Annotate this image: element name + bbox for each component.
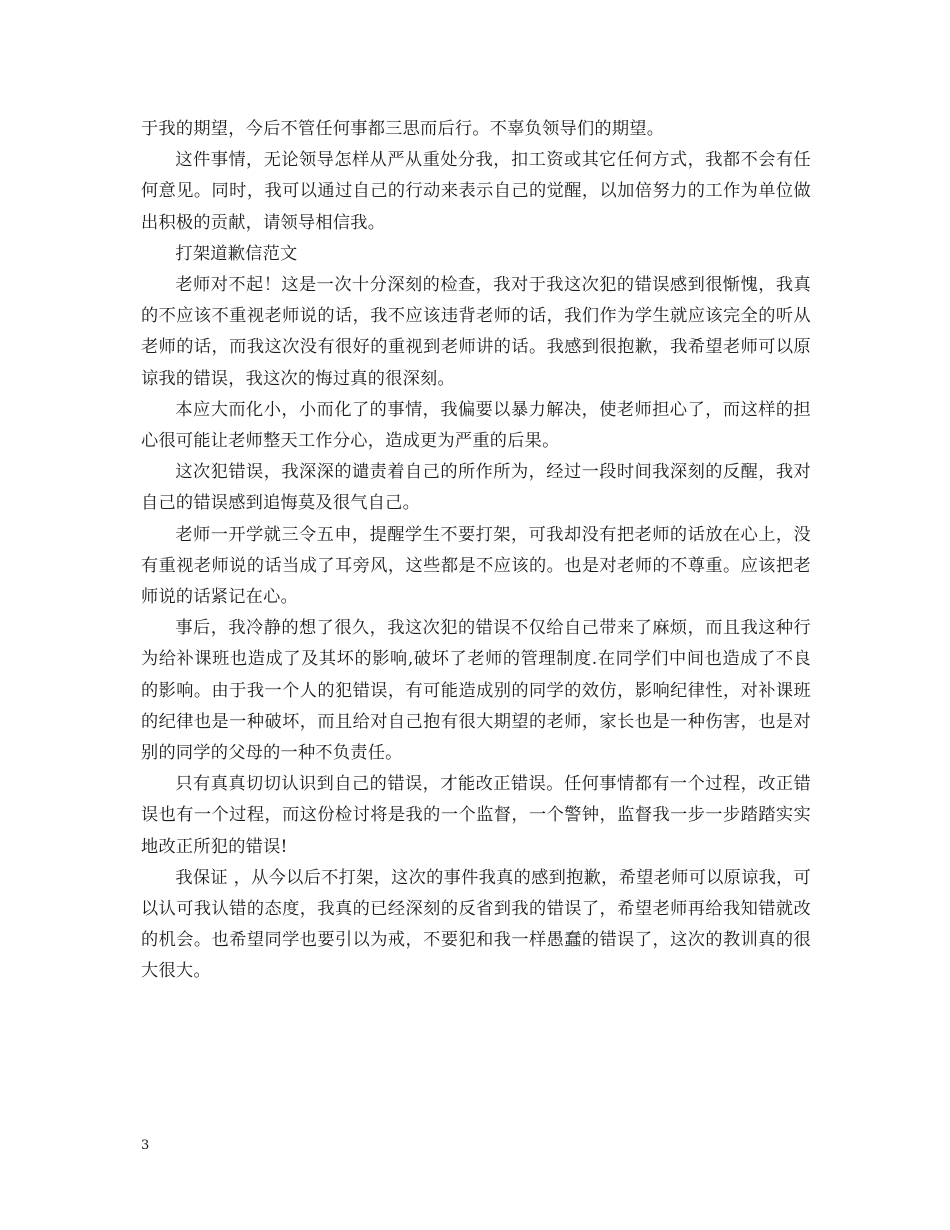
- paragraph: 本应大而化小，小而化了的事情，我偏要以暴力解决，使老师担心了，而这样的担心很可能让老师整天工作分心，造成更为严重的后果。: [141, 399, 811, 452]
- paragraph: 事后，我冷静的想了很久，我这次犯的错误不仅给自己带来了麻烦，而且我这种行为给补课班也造成了及其坏的影响,破坏了老师的管理制度.在同学们中间也造成了不良的影响。由于我一个人的犯错误，有可能造成别的同学的效仿，影响纪律性，对补课班的纪律也是一种破坏，而且给对自己抱有很大期望的老师，家长也是一种伤害，也是对别的同学的父母的一种不负责任。: [141, 618, 811, 764]
- body-text: [141, 114, 811, 988]
- page-number: 3: [141, 1138, 150, 1153]
- paragraph: 老师一开学就三令五申，提醒学生不要打架，可我却没有把老师的话放在心上，没有重视老师说的话当成了耳旁风，这些都是不应该的。也是对老师的不尊重。应该把老师说的话紧记在心。: [141, 524, 811, 608]
- paragraph-continuation: 于我的期望，今后不管任何事都三思而后行。不辜负领导们的期望。: [141, 119, 665, 139]
- paragraph: 这件事情，无论领导怎样从严从重处分我，扣工资或其它任何方式，我都不会有任何意见。同时，我可以通过自己的行动来表示自己的觉醒，以加倍努力的工作为单位做出积极的贡献，请领导相信我。: [141, 150, 811, 233]
- paragraph: 只有真真切切认识到自己的错误，才能改正错误。任何事情都有一个过程，改正错误也有一个过程，而这份检讨将是我的一个监督，一个警钟，监督我一步一步踏踏实实地改正所犯的错误!: [141, 774, 811, 857]
- paragraph: 这次犯错误，我深深的谴责着自己的所作所为，经过一段时间我深刻的反醒，我对自己的错误感到追悔莫及很气自己。: [141, 462, 811, 514]
- paragraph: 我保证 ，从今以后不打架，这次的事件我真的感到抱歉，希望老师可以原谅我，可以认可我认错的态度，我真的已经深刻的反省到我的错误了，希望老师再给我知错就改的机会。也希望同学也要引以为戒，不要犯和我一样愚蠢的错误了，这次的教训真的很大很大。: [141, 867, 811, 982]
- paragraph: 老师对不起！这是一次十分深刻的检查，我对于我这次犯的错误感到很惭愧，我真的不应该不重视老师说的话，我不应该违背老师的话，我们作为学生就应该完全的听从老师的话，而我这次没有很好的重视到老师讲的话。我感到很抱歉，我希望老师可以原谅我的错误，我这次的悔过真的很深刻。: [141, 275, 811, 389]
- section-heading: 打架道歉信范文: [175, 243, 298, 264]
